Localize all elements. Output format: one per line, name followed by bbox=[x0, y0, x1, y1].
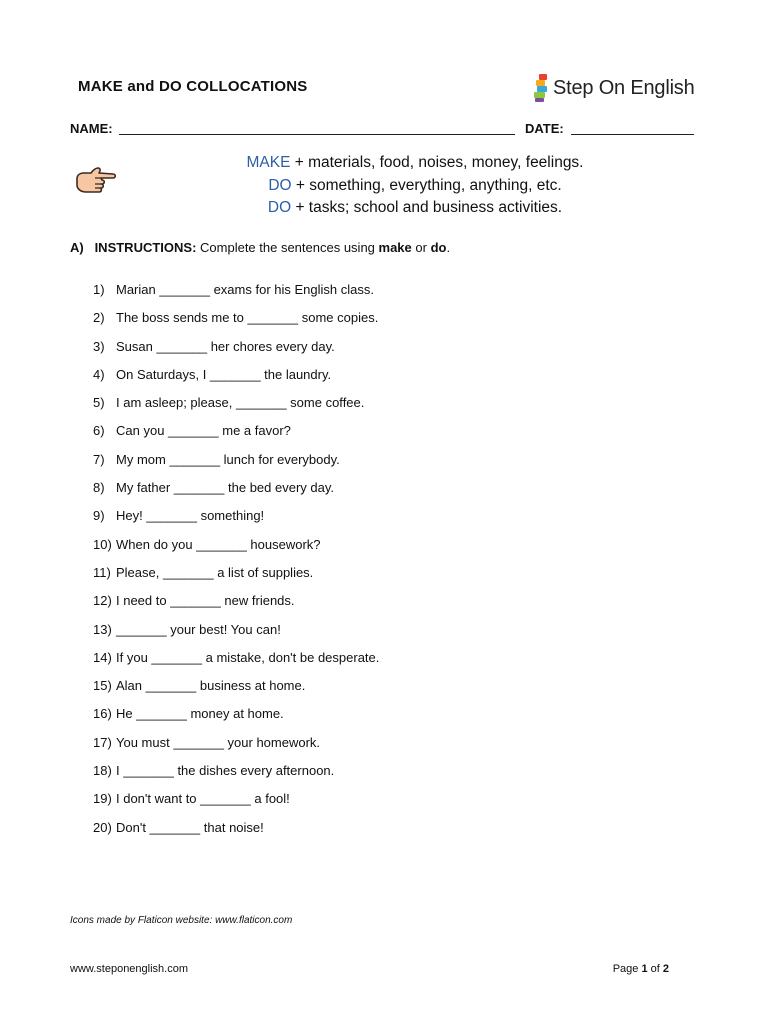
exercise-item bbox=[93, 762, 379, 790]
exercise-number: 1) bbox=[93, 282, 105, 297]
logo-text: Step On English bbox=[553, 76, 695, 99]
date-field-line[interactable] bbox=[571, 134, 694, 135]
section-label: A) bbox=[70, 240, 84, 255]
exercise-number: 12) bbox=[93, 593, 112, 609]
page-total: 2 bbox=[662, 963, 669, 975]
exercise-item bbox=[93, 790, 379, 818]
exercise-item bbox=[93, 422, 379, 450]
exercise-number: 2) bbox=[93, 310, 105, 326]
exercise-number: 20) bbox=[93, 819, 112, 835]
exercise-number: 17) bbox=[93, 734, 112, 750]
exercise-sentence: Can you _______ me a favor? bbox=[116, 423, 291, 439]
exercise-number: 7) bbox=[93, 451, 105, 467]
rule-text: + something, everything, anything, etc. bbox=[291, 176, 562, 194]
exercise-item bbox=[93, 705, 379, 733]
collocation-rules bbox=[180, 152, 650, 220]
instructions-text: Complete the sentences using bbox=[196, 240, 379, 255]
exercise-item bbox=[93, 536, 379, 564]
exercise-number: 14) bbox=[93, 649, 112, 665]
exercise-number: 13) bbox=[93, 621, 112, 637]
exercise-sentence: Hey! _______ something! bbox=[116, 508, 265, 524]
exercise-number: 5) bbox=[93, 395, 105, 411]
exercise-sentence: When do you _______ housework? bbox=[116, 536, 321, 552]
exercise-sentence: He _______ money at home. bbox=[116, 706, 284, 722]
exercise-item bbox=[93, 677, 379, 705]
exercise-number: 11) bbox=[93, 564, 111, 580]
exercise-item bbox=[93, 309, 379, 337]
exercise-sentence: Marian _______ exams for his English class. bbox=[116, 282, 374, 297]
date-label: DATE: bbox=[525, 121, 564, 136]
exercise-item bbox=[93, 507, 379, 535]
exercise-sentence: I don't want to _______ a fool! bbox=[116, 791, 290, 807]
exercise-number: 16) bbox=[93, 706, 112, 722]
exercise-sentence: My father _______ the bed every day. bbox=[116, 480, 335, 496]
exercise-number: 3) bbox=[93, 338, 105, 354]
exercise-number: 10) bbox=[93, 536, 112, 552]
page-indicator bbox=[613, 963, 669, 975]
pointing-hand-icon bbox=[74, 165, 118, 201]
exercise-item bbox=[93, 281, 379, 309]
exercise-list bbox=[93, 281, 379, 847]
exercise-sentence: Alan _______ business at home. bbox=[116, 678, 306, 694]
instructions-word-do: do bbox=[430, 240, 447, 255]
exercise-item bbox=[93, 451, 379, 479]
rule-line bbox=[180, 152, 650, 175]
instructions-text: . bbox=[446, 240, 451, 255]
exercise-item bbox=[93, 649, 379, 677]
exercise-sentence: My mom _______ lunch for everybody. bbox=[116, 451, 340, 467]
instructions-heading: INSTRUCTIONS: bbox=[94, 240, 197, 255]
exercise-sentence: You must _______ your homework. bbox=[116, 734, 321, 750]
logo-bar bbox=[535, 98, 544, 102]
exercise-sentence: I am asleep; please, _______ some coffee. bbox=[116, 395, 365, 411]
exercise-number: 6) bbox=[93, 423, 105, 439]
page-word: Page bbox=[612, 963, 642, 975]
exercise-item bbox=[93, 366, 379, 394]
instructions bbox=[70, 240, 450, 255]
instructions-text: or bbox=[411, 240, 431, 255]
logo-bars-icon bbox=[533, 74, 549, 102]
exercise-number: 9) bbox=[93, 508, 105, 524]
exercise-number: 4) bbox=[93, 366, 105, 382]
exercise-sentence: _______ your best! You can! bbox=[116, 621, 281, 637]
instructions-word-make: make bbox=[378, 240, 412, 255]
page-of: of bbox=[647, 963, 663, 975]
exercise-item bbox=[93, 819, 379, 847]
exercise-item bbox=[93, 394, 379, 422]
rule-line bbox=[180, 197, 650, 220]
worksheet-title: MAKE and DO COLLOCATIONS bbox=[78, 78, 308, 95]
exercise-sentence: I need to _______ new friends. bbox=[116, 593, 295, 609]
step-on-english-logo bbox=[533, 72, 695, 104]
icon-credit: Icons made by Flaticon website: www.flaticon.com bbox=[70, 915, 293, 926]
rule-keyword: MAKE bbox=[246, 154, 291, 171]
exercise-item bbox=[93, 338, 379, 366]
exercise-item bbox=[93, 621, 379, 649]
name-label: NAME: bbox=[70, 121, 113, 136]
exercise-sentence: Susan _______ her chores every day. bbox=[116, 338, 335, 354]
exercise-sentence: Don't _______ that noise! bbox=[116, 819, 264, 835]
rule-line bbox=[180, 175, 650, 198]
rule-text: + tasks; school and business activities. bbox=[291, 199, 563, 216]
name-field-line[interactable] bbox=[119, 134, 515, 135]
page-current: 1 bbox=[641, 963, 648, 975]
rule-keyword: DO bbox=[267, 199, 292, 216]
exercise-sentence: Please, _______ a list of supplies. bbox=[116, 564, 314, 580]
exercise-sentence: On Saturdays, I _______ the laundry. bbox=[116, 366, 332, 382]
exercise-number: 8) bbox=[93, 480, 105, 496]
rule-text: + materials, food, noises, money, feelings. bbox=[290, 154, 584, 171]
rule-keyword: DO bbox=[268, 176, 292, 194]
exercise-number: 19) bbox=[93, 791, 112, 807]
exercise-item bbox=[93, 592, 379, 620]
exercise-number: 15) bbox=[93, 678, 112, 694]
exercise-item bbox=[93, 479, 379, 507]
exercise-item bbox=[93, 564, 379, 592]
footer-website-link[interactable]: www.steponenglish.com bbox=[70, 963, 189, 975]
exercise-number: 18) bbox=[93, 763, 112, 779]
exercise-sentence: If you _______ a mistake, don't be desperate. bbox=[116, 649, 380, 665]
exercise-item bbox=[93, 734, 379, 762]
exercise-sentence: I _______ the dishes every afternoon. bbox=[116, 763, 335, 779]
exercise-sentence: The boss sends me to _______ some copies. bbox=[116, 310, 379, 326]
